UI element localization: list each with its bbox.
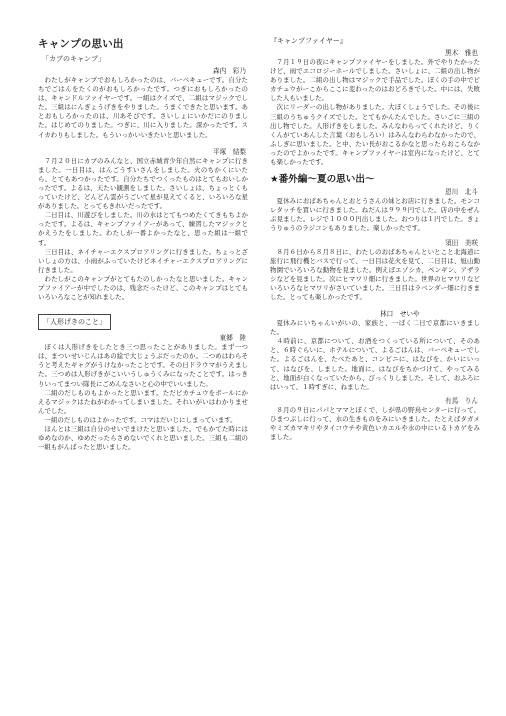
essay-paragraph: 夏休みにいちゃんいがいの、家族と、一ぱく二日で京都にいきました。 [270,319,480,337]
author-suda: 須田 美咲 [445,238,478,247]
author-kuroki: 黒木 雅也 [445,49,478,57]
author-hayashiguchi: 林口 せいや [380,310,420,319]
left-column [38,36,248,452]
author-arima: 有馬 りん [445,396,478,405]
author-onkawa: 恩川 北斗 [445,188,478,197]
essay-paragraph: 一組のだしものはよかったです。コマはだいじにしまっています。 [44,415,237,424]
summer-section-title: ★番外編～夏の思い出～ [270,174,375,186]
page-title: キャンプの思い出 [38,38,124,50]
essay-paragraph: ８月６日から８月８日に、わたしのおばあちゃんといとこと北海道に旅行に飛行機とバスで行って、一日目は花火を見て、二日目は、旭山動物園でいろいろな動物を見ました。例えばエゾシカ、ペンギン、アザラシなどを見ました。次にヒマワリ畑に行きました。世界のヒマワリなどいろいろなヒマワリがさいていました。三日目はラベンダー畑に行きました。とっても楽しかったです。 [270,247,480,301]
essay-paragraph: ぼくは人形げきをしたとき三つ思ったことがありました。まず一つは、まついせいじんはあの絵で大じょうぶだったのか。二つめはわらそうと考えたギャグがうけなかったことです。その日ドラウマがうえました。三つめは人形げきがこいいうしゅうくみになったことです。はっきりいってまつい隊長にごめんなさいと心の中でいいました。 [38,343,248,388]
right-column [270,36,480,442]
author-moriuchi: 森内 彩乃 [213,67,246,75]
cub-camp-heading: 「カブのキャンプ」 [42,55,105,63]
essay-paragraph: ７月１９日の夜にキャンプファイヤーをしました。外でやりたかったけど、雨でエコロジーホールでしました。さいしょに、二組の出し物がありました。二組の出し物はマジックで手品でした。ぼくの手の中でピカチュウがーこからここに変わったのはおどろきでした。中には、失敗した人もいました。 [270,58,480,103]
essay-paragraph: 二組のだしものもよかったと思います。ただピカチュウをボールにかえるマジックはたねがわかってしまいました。それいがいはわかりませんでした。 [38,388,248,415]
puppet-show-heading: 「人形げきのこと」 [38,314,111,330]
essay-paragraph: ８月の９日にパパとママとぼくで、しが県の野鳥センターに行って、ひまつぶしに行って、水の生きものをみにいきました。たとえばタガメやミズカマキリやタイコウチや黄色いカエルや水の中にいるトカゲをみました。 [270,405,480,442]
essay-paragraph: わたしがこのキャンプがとてもたのしかったなと思いました。キャンプファイアーが中でしたのは、残念だったけど、このキャンプはとてもいろいろなことが知れました。 [38,274,248,302]
essay-paragraph: ほんとは三組は自分のせいでまけたと思いました。でもかてた時にはゆめなのか、ゆめだったらさめないでくれと思いました。三組も二組の一組もがんばったと思いました。 [38,425,248,452]
author-togo: 東郷 陸 [219,334,246,343]
essay-paragraph: 夏休みにおばあちゃんとおとうさんの妹とお店に行きました。モンコレタッチを買いに行きました。ねだんは９９９円でした。店の中をぜんぶ見ました。レジで１０００円出しました。おつりは１円でした。きょうりゅうのラジコンもありました。楽しかったです。 [270,197,480,233]
essay-paragraph: ７月２０日にカブのみんなと、国立赤城青少年自然にキャンプに行きました。一日目は、はんごうすいさんをしました。火のちかくにいたら、とてもあつかったです。自分たちでつくったものはとてもおいしかったです。よるは、天たい観測をしました。さいしょは、ちょっとくもっていたけど、どんどん雲がうごいて星が見えてくると、いろいろな星がありました。とってもきれいだったです。 [38,156,248,211]
essay-paragraph: 二日目は、川遊びをしました。川の水はとてもつめたくてきもちよかったです。よるは、キャンプファイアーがあって、練習したマジックとかえうたをしました。わたしが一番よかったなと、思った組は一組です。 [38,211,248,247]
essay-paragraph: 次にリーダーの出し物がありました。大ぼくしょうでした。その後に三組のうちゅうクイズでした。とてもかんたんでした。さいごに三組の出し物でした。人形げきをしました。みんなわらってくれたけど、りくくんがていあんした言葉（おもしろい）はみんなわらわなかったので、ふしぎに思いました。と中、たい長がおこるかなと思ったらおこらなかったのでよかったです。キャンプファイヤーは室内になったけど、とても楽しかったです。 [270,103,480,167]
campfire-heading: 『キャンプファイヤー』 [270,37,347,45]
essay-paragraph: わたしがキャンプでおもしろかったのは、バーベキューです。自分たちでごはんをたくのがおもしろかったです。つぎにおもしろかったのは、キャンドルファイヤーです。一組はクイズで、二組はマジックでした。三組はにんぎょうげきをやりました。うまくできたと思います。あとおもしろかったのは、川あそびです。さいしょにいかだにのりました。はじめてのりました。つぎに、川に入りました。深かったです。スイカわりもしました。もういっかいいきたいと思いました。 [38,76,248,139]
author-hiratsuka: 平塚 結梨 [213,147,246,156]
essay-paragraph: 三日目は、ネイチャーエクスプロアリングに行きました。ちょっとざいしょの方は、小雨がふっていたけどネイチャーエクスプロアリングに行きました。 [38,247,248,274]
essay-paragraph: ４時前に、京都について、お酒をつくっている所について、そのあと、６時ぐらいに、ホテルについて、よるごはんは、バーベキューでした。よるごはんを、たべたあと、コンビニに、はなびを、かいにいって、はなびを、しました。地面に、はなびをちかづけて、やってみると、地面が白くなっていたから、びっくりしました。そして、おふろにはいって、１時すぎに、ねました。 [270,337,480,391]
